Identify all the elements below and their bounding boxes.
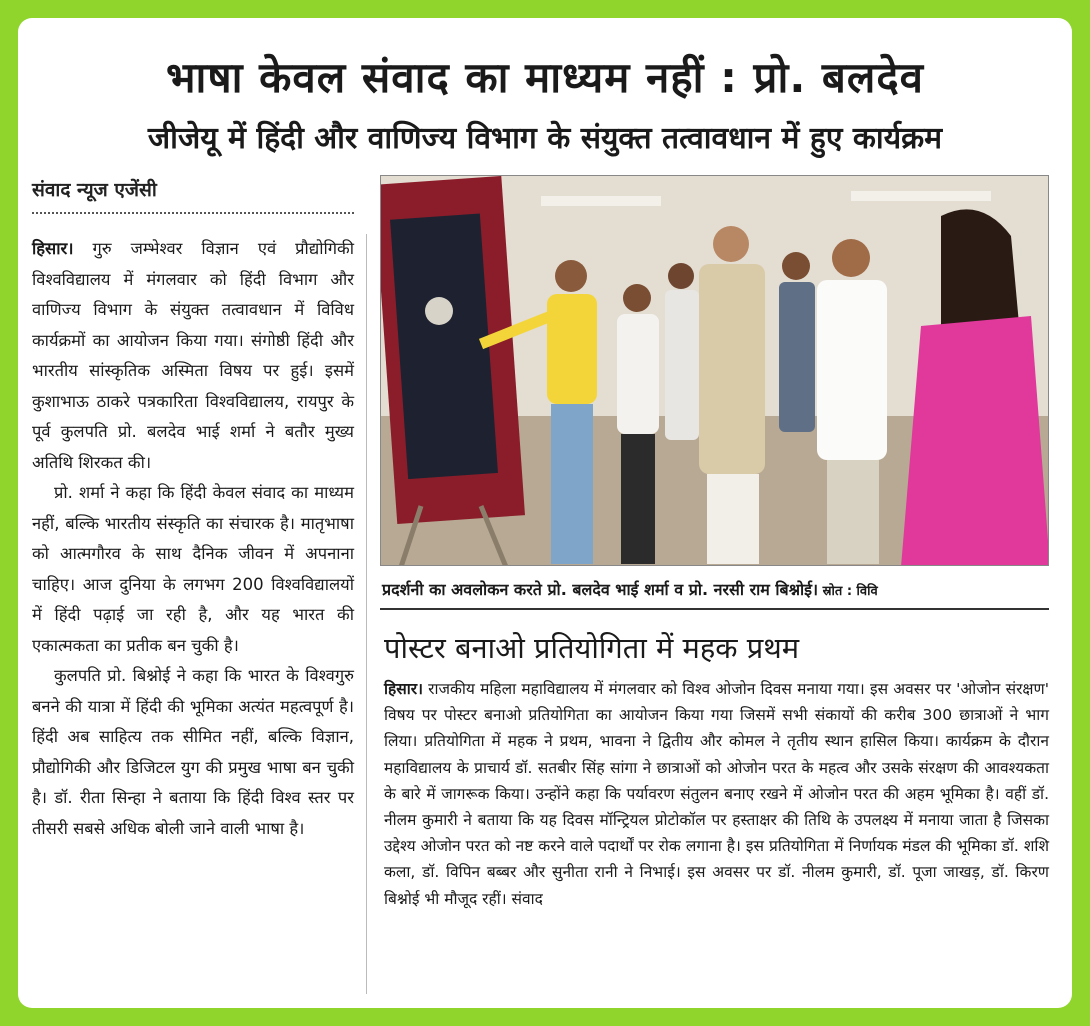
story2-title: पोस्टर बनाओ प्रतियोगिता में महक प्रथम [384, 631, 800, 665]
story2-dateline: हिसार। [384, 680, 423, 698]
person-6-shirt [817, 280, 887, 460]
story1-paragraph-2: प्रो. शर्मा ने कहा कि हिंदी केवल संवाद का माध्यम नहीं, बल्कि भारतीय संस्कृति का संचारक है। मातृभाषा को आत्मगौरव के साथ दैनिक जीवन में अपनाना चाहिए। आज दुनिया के लगभग 200 विश्वविद्यालयों में हिंदी पढ़ाई जा रही है, और यह भारत की एकात्मकता का प्रतीक बन चुकी है। [32, 483, 354, 655]
photo-source: स्रोत : विवि [818, 584, 878, 599]
person-4-head [713, 226, 749, 262]
person-3-head [668, 263, 694, 289]
person-1-jeans [551, 404, 593, 564]
photo-caption-text: प्रदर्शनी का अवलोकन करते प्रो. बलदेव भाई शर्मा व प्रो. नरसी राम बिश्नोई। [382, 580, 819, 599]
event-photo [380, 175, 1049, 566]
ceiling-light [541, 196, 661, 206]
person-5-dress [779, 282, 815, 432]
story2-body [384, 676, 1049, 912]
caption-divider [380, 608, 1049, 610]
poster-sheet [390, 214, 498, 480]
person-4-kurta [699, 264, 765, 474]
person-2-trousers [621, 434, 655, 564]
person-2-head [623, 284, 651, 312]
subheadline: जीजेयू में हिंदी और वाणिज्य विभाग के संयुक्त तत्वावधान में हुए कार्यक्रम [147, 121, 943, 156]
story1-body [32, 234, 354, 844]
ceiling-light-2 [851, 191, 991, 201]
person-1-shirt [547, 294, 597, 404]
person-3-shirt [665, 290, 699, 440]
story1-paragraph-3: कुलपति प्रो. बिश्नोई ने कहा कि भारत के विश्वगुरु बनने की यात्रा में हिंदी की भूमिका अत्यंत महत्वपूर्ण है। हिंदी अब साहित्य तक सीमित नहीं, बल्कि विज्ञान, प्रौद्योगिकी और डिजिटल युग की प्रमुख भाषा बन चुकी है। डॉ. रीता सिन्हा ने बताया कि हिंदी विश्व स्तर पर तीसरी सबसे अधिक बोली जाने वाली भाषा है। [32, 666, 354, 838]
person-6-trousers [827, 460, 879, 564]
person-6-head [832, 239, 870, 277]
poster-globe [425, 297, 453, 325]
story1-dateline: हिसार। [32, 239, 74, 258]
person-1-head [555, 260, 587, 292]
newspaper-clipping [18, 18, 1072, 1008]
person-5-head [782, 252, 810, 280]
byline: संवाद न्यूज एजेंसी [32, 179, 157, 201]
person-7-saree [901, 316, 1049, 566]
story1-p1-text: गुरु जम्भेश्वर विज्ञान एवं प्रौद्योगिकी विश्वविद्यालय में मंगलवार को हिंदी विभाग और वाणिज्य विभाग के संयुक्त तत्वावधान में विविध कार्यक्रमों का आयोजन किया गया। संगोष्ठी हिंदी और भारतीय सांस्कृतिक अस्मिता विषय पर हुई। इसमें कुशाभाऊ ठाकरे पत्रकारिता विश्वविद्यालय, रायपुर के पूर्व कुलपति प्रो. बलदेव भाई शर्मा ने बतौर मुख्य अतिथि शिरकत की। [32, 239, 354, 472]
person-2-top [617, 314, 659, 434]
headline: भाषा केवल संवाद का माध्यम नहीं : प्रो. बलदेव [165, 53, 925, 102]
person-4-dhoti [707, 474, 759, 564]
column-divider [366, 234, 367, 994]
photo-caption [382, 578, 1049, 600]
photo-illustration [381, 176, 1049, 566]
story1-paragraph-1 [32, 234, 354, 478]
byline-divider [32, 212, 354, 214]
story2-body-text: राजकीय महिला महाविद्यालय में मंगलवार को विश्व ओजोन दिवस मनाया गया। इस अवसर पर 'ओजोन संरक्षण' विषय पर पोस्टर बनाओ प्रतियोगिता का आयोजन किया गया जिसमें सभी संकायों की करीब 300 छात्राओं ने भाग लिया। प्रतियोगिता में महक ने प्रथम, भावना ने द्वितीय और कोमल ने तृतीय स्थान हासिल किया। कार्यक्रम के दौरान महाविद्यालय के प्राचार्य डॉ. सतबीर सिंह सांगा ने छात्राओं को ओजोन परत के महत्व और उसके संरक्षण की आवश्यकता के बारे में जागरूक किया। उन्होंने कहा कि पर्यावरण संतुलन बनाए रखने में ओजोन परत की अहम भूमिका है। वहीं डॉ. नीलम कुमारी ने बताया कि यह दिवस मॉन्ट्रियल प्रोटोकॉल पर हस्ताक्षर की तिथि के उपलक्ष्य में मनाया जाता है जिसका उद्देश्य ओजोन परत को नष्ट करने वाले पदार्थों पर रोक लगाना है। इस प्रतियोगिता में निर्णायक मंडल की भूमिका डॉ. शशि कला, डॉ. विपिन बब्बर और सुनीता रानी ने निभाई। इस अवसर पर डॉ. नीलम कुमारी, डॉ. पूजा जाखड़, डॉ. किरण बिश्नोई भी मौजूद रहीं। संवाद [384, 680, 1049, 908]
